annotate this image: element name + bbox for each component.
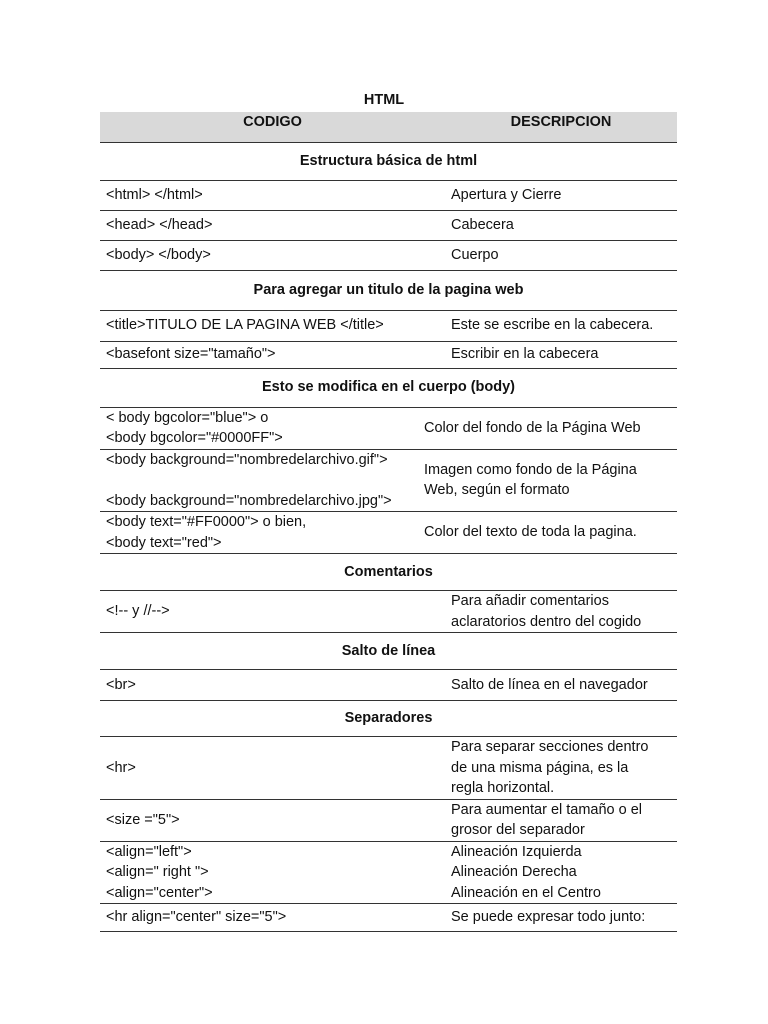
table-row: [100, 904, 677, 932]
section-heading: Salto de línea: [100, 633, 677, 670]
code-column: [100, 315, 445, 336]
code-cell-content: [106, 758, 439, 779]
html-reference-table: [100, 112, 677, 932]
row-cell: [100, 341, 677, 368]
code-column: [100, 450, 418, 512]
code-line: <align="center">: [106, 884, 213, 901]
row-cell: [100, 512, 677, 554]
description-line: Salto de línea en el navegador: [451, 676, 648, 693]
row-content: [100, 450, 677, 512]
description-column: [445, 591, 677, 632]
description-line: Para aumentar el tamaño o el: [451, 801, 643, 818]
section-heading: Para agregar un titulo de la pagina web: [100, 270, 677, 310]
row-cell: [100, 449, 677, 512]
row-cell: [100, 240, 677, 270]
code-cell-content: [106, 601, 439, 622]
code-cell-content: [106, 907, 439, 928]
description-column: [418, 460, 677, 501]
code-cell-content: [106, 842, 439, 904]
code-cell-content: [106, 315, 439, 336]
code-column: [100, 215, 445, 236]
description-column: [445, 907, 677, 928]
description-line: grosor del separador: [451, 822, 585, 838]
row-content: [100, 512, 677, 553]
table-row: [100, 449, 677, 512]
code-column: [100, 675, 445, 696]
description-line: Escribir en la cabecera: [451, 346, 599, 363]
description-column: [418, 418, 677, 439]
table-row: [100, 310, 677, 341]
description-line: Color del texto de toda la pagina.: [424, 524, 637, 541]
code-column: [100, 344, 445, 365]
table-row: [100, 407, 677, 449]
description-line: Color del fondo de la Página Web: [424, 419, 641, 436]
table-row: [100, 670, 677, 701]
code-line: <head> </head>: [106, 216, 213, 233]
table-row: [100, 512, 677, 554]
code-line: <body bgcolor="#0000FF">: [106, 430, 283, 446]
section-row: [100, 368, 677, 407]
description-column: [445, 675, 677, 696]
code-line: <html> </html>: [106, 186, 203, 203]
description-column: [445, 185, 677, 206]
row-content: [100, 215, 677, 236]
code-cell-content: [106, 185, 439, 206]
code-line: <body> </body>: [106, 246, 211, 263]
table-row: [100, 210, 677, 240]
row-content: [100, 591, 677, 632]
code-line: <align="left">: [106, 843, 192, 860]
table-body: [100, 112, 677, 932]
table-header-row: [100, 112, 677, 142]
description-column: [445, 800, 677, 841]
code-line: <body background="nombredelarchivo.gif">: [106, 451, 388, 468]
description-line: Se puede expresar todo junto:: [451, 909, 646, 926]
code-column: [100, 842, 445, 904]
description-line: Web, según el formato: [424, 482, 570, 499]
code-line: [106, 470, 412, 491]
row-cell: [100, 799, 677, 841]
description-column: [445, 737, 677, 799]
section-heading: Separadores: [100, 701, 677, 737]
description-line: Imagen como fondo de la Página: [424, 461, 637, 478]
code-line: < body bgcolor="blue"> o: [106, 409, 269, 426]
row-content: [100, 842, 677, 904]
table-row: [100, 737, 677, 800]
section-heading: Estructura básica de html: [100, 142, 677, 180]
code-line: <hr align="center" size="5">: [106, 909, 287, 926]
description-column: [445, 215, 677, 236]
section-heading: Esto se modifica en el cuerpo (body): [100, 368, 677, 407]
row-cell: [100, 737, 677, 800]
description-column: [445, 315, 677, 336]
code-column: [100, 408, 418, 449]
document-title: HTML: [363, 92, 405, 108]
code-column: [100, 512, 418, 553]
row-cell: [100, 670, 677, 701]
row-content: [100, 408, 677, 449]
row-cell: [100, 841, 677, 904]
description-column: [418, 522, 677, 543]
code-line: <body text="#FF0000"> o bien,: [106, 514, 307, 530]
row-content: [100, 675, 677, 696]
code-column: [100, 601, 445, 622]
row-cell: [100, 591, 677, 633]
description-line: aclaratorios dentro del cogido: [451, 613, 642, 630]
description-line: Apertura y Cierre: [451, 186, 562, 203]
description-line: Para separar secciones dentro: [451, 739, 649, 755]
header-code: CODIGO: [100, 112, 445, 142]
code-column: [100, 185, 445, 206]
code-cell-content: [106, 344, 439, 365]
row-content: [100, 800, 677, 841]
description-line: regla horizontal.: [451, 780, 555, 796]
description-line: Cabecera: [451, 216, 514, 233]
description-column: [445, 842, 677, 904]
description-line: Alineación en el Centro: [451, 884, 601, 901]
row-cell: [100, 180, 677, 210]
code-column: [100, 245, 445, 266]
section-row: [100, 701, 677, 737]
section-row: [100, 142, 677, 180]
code-line: <basefont size="tamaño">: [106, 346, 276, 363]
code-line: <hr>: [106, 759, 136, 776]
code-line: <!-- y //-->: [106, 603, 170, 620]
row-cell: [100, 310, 677, 341]
description-line: Este se escribe en la cabecera.: [451, 317, 654, 334]
row-content: [100, 315, 677, 336]
code-cell-content: [106, 675, 439, 696]
description-line: de una misma página, es la: [451, 759, 629, 776]
row-content: [100, 907, 677, 928]
code-column: [100, 907, 445, 928]
section-row: [100, 633, 677, 670]
code-line: <align=" right ">: [106, 864, 209, 880]
code-line: <body text="red">: [106, 534, 222, 551]
row-content: [100, 185, 677, 206]
description-line: Alineación Derecha: [451, 864, 577, 880]
description-line: Cuerpo: [451, 246, 499, 263]
code-cell-content: [106, 450, 412, 512]
code-cell-content: [106, 408, 412, 449]
table-row: [100, 240, 677, 270]
code-line: <body background="nombredelarchivo.jpg">: [106, 492, 392, 509]
table-row: [100, 841, 677, 904]
code-line: <br>: [106, 676, 136, 693]
table-row: [100, 341, 677, 368]
row-content: [100, 737, 677, 799]
code-line: <title>TITULO DE LA PAGINA WEB </title>: [106, 317, 384, 334]
description-line: Alineación Izquierda: [451, 843, 582, 860]
description-column: [445, 245, 677, 266]
code-cell-content: [106, 512, 412, 553]
code-line: <size ="5">: [106, 811, 180, 828]
table-row: [100, 180, 677, 210]
code-column: [100, 810, 445, 831]
row-cell: [100, 407, 677, 449]
description-column: [445, 344, 677, 365]
section-heading: Comentarios: [100, 554, 677, 591]
code-cell-content: [106, 810, 439, 831]
row-cell: [100, 210, 677, 240]
table-row: [100, 799, 677, 841]
code-cell-content: [106, 215, 439, 236]
section-row: [100, 554, 677, 591]
row-content: [100, 245, 677, 266]
row-cell: [100, 904, 677, 932]
description-line: Para añadir comentarios: [451, 593, 609, 609]
header-description: DESCRIPCION: [445, 112, 677, 142]
section-row: [100, 270, 677, 310]
code-cell-content: [106, 245, 439, 266]
table-row: [100, 591, 677, 633]
code-column: [100, 758, 445, 779]
row-content: [100, 344, 677, 365]
